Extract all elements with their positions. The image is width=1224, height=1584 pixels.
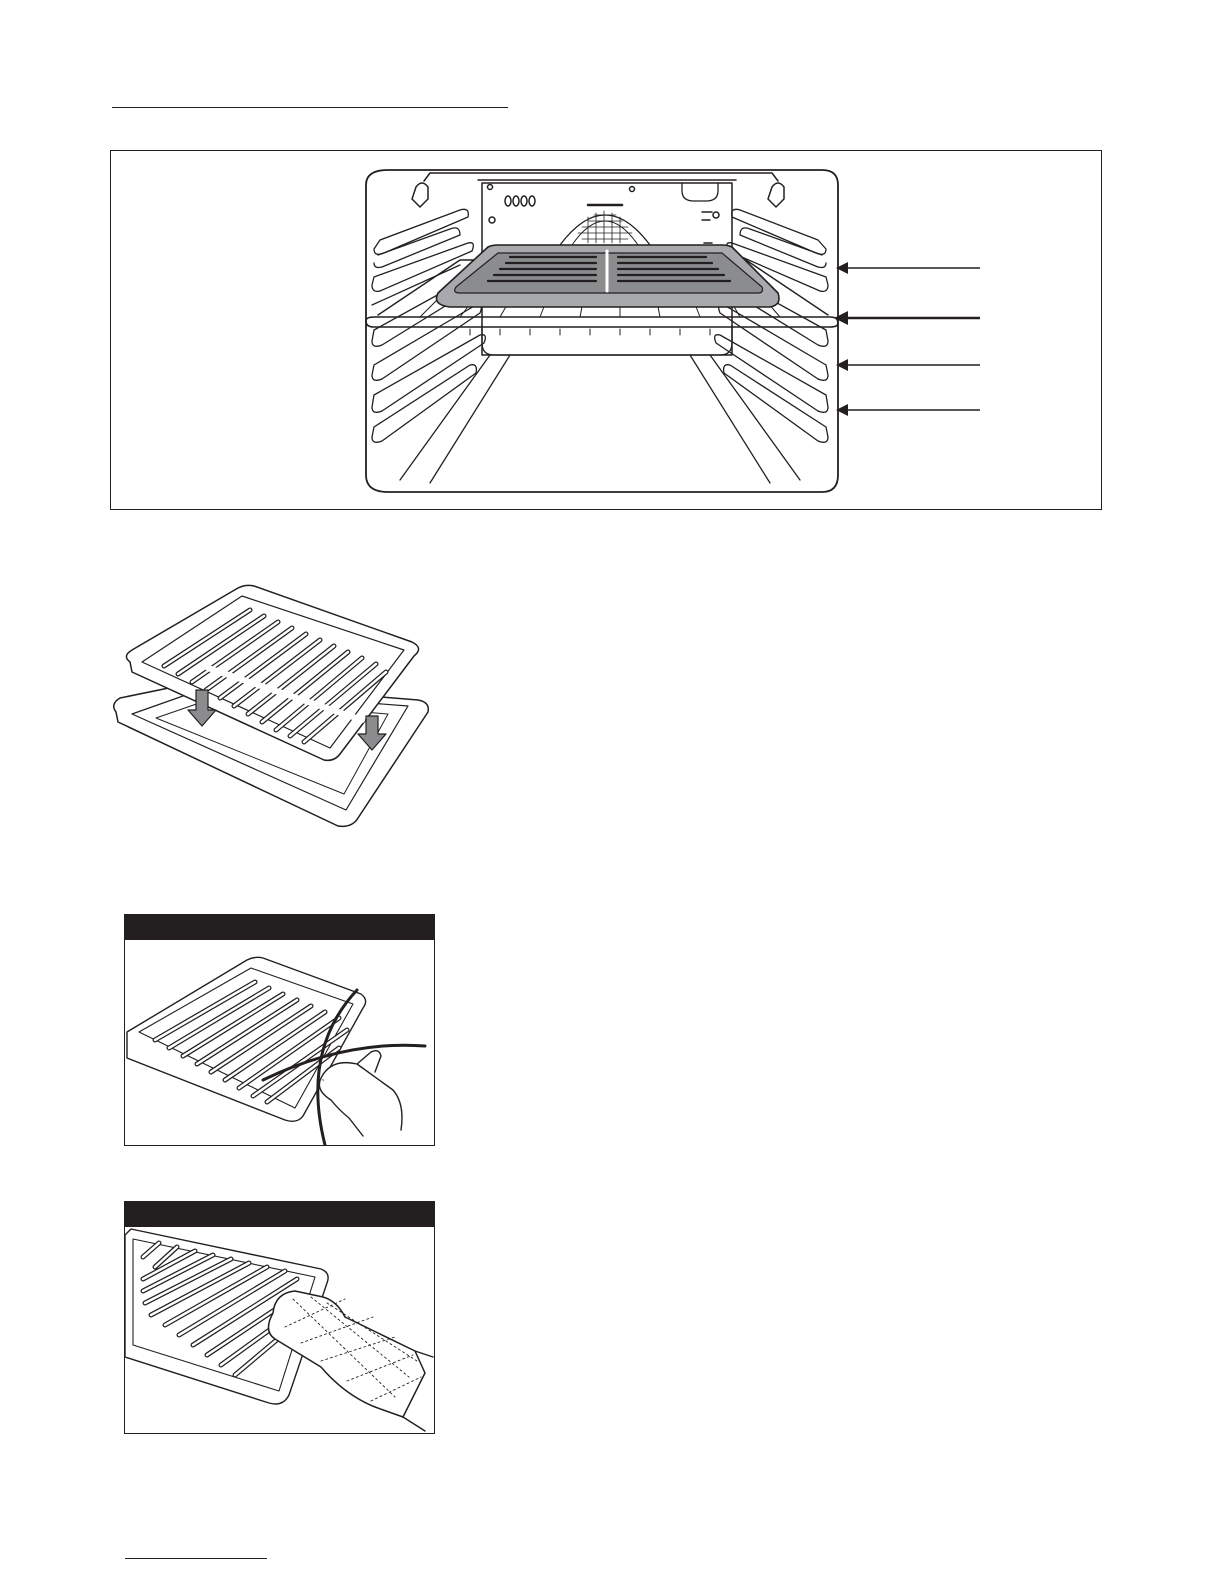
arrow-position-1 [836, 262, 980, 274]
arrow-position-3 [836, 359, 980, 371]
arrow-position-2 [834, 311, 980, 325]
correct-banner [125, 1202, 434, 1227]
footer-rule [125, 1558, 267, 1559]
rack-position-arrows [826, 255, 986, 420]
correct-handling-figure [124, 1201, 435, 1434]
incorrect-banner [125, 915, 434, 940]
oven-mitt-icon [125, 1227, 434, 1433]
header-rule [112, 107, 508, 108]
broiler-pan-assembly-icon [108, 582, 438, 832]
bare-hand-crossed-out-icon [125, 940, 434, 1145]
incorrect-handling-figure [124, 914, 435, 1146]
arrow-position-4 [836, 404, 980, 416]
